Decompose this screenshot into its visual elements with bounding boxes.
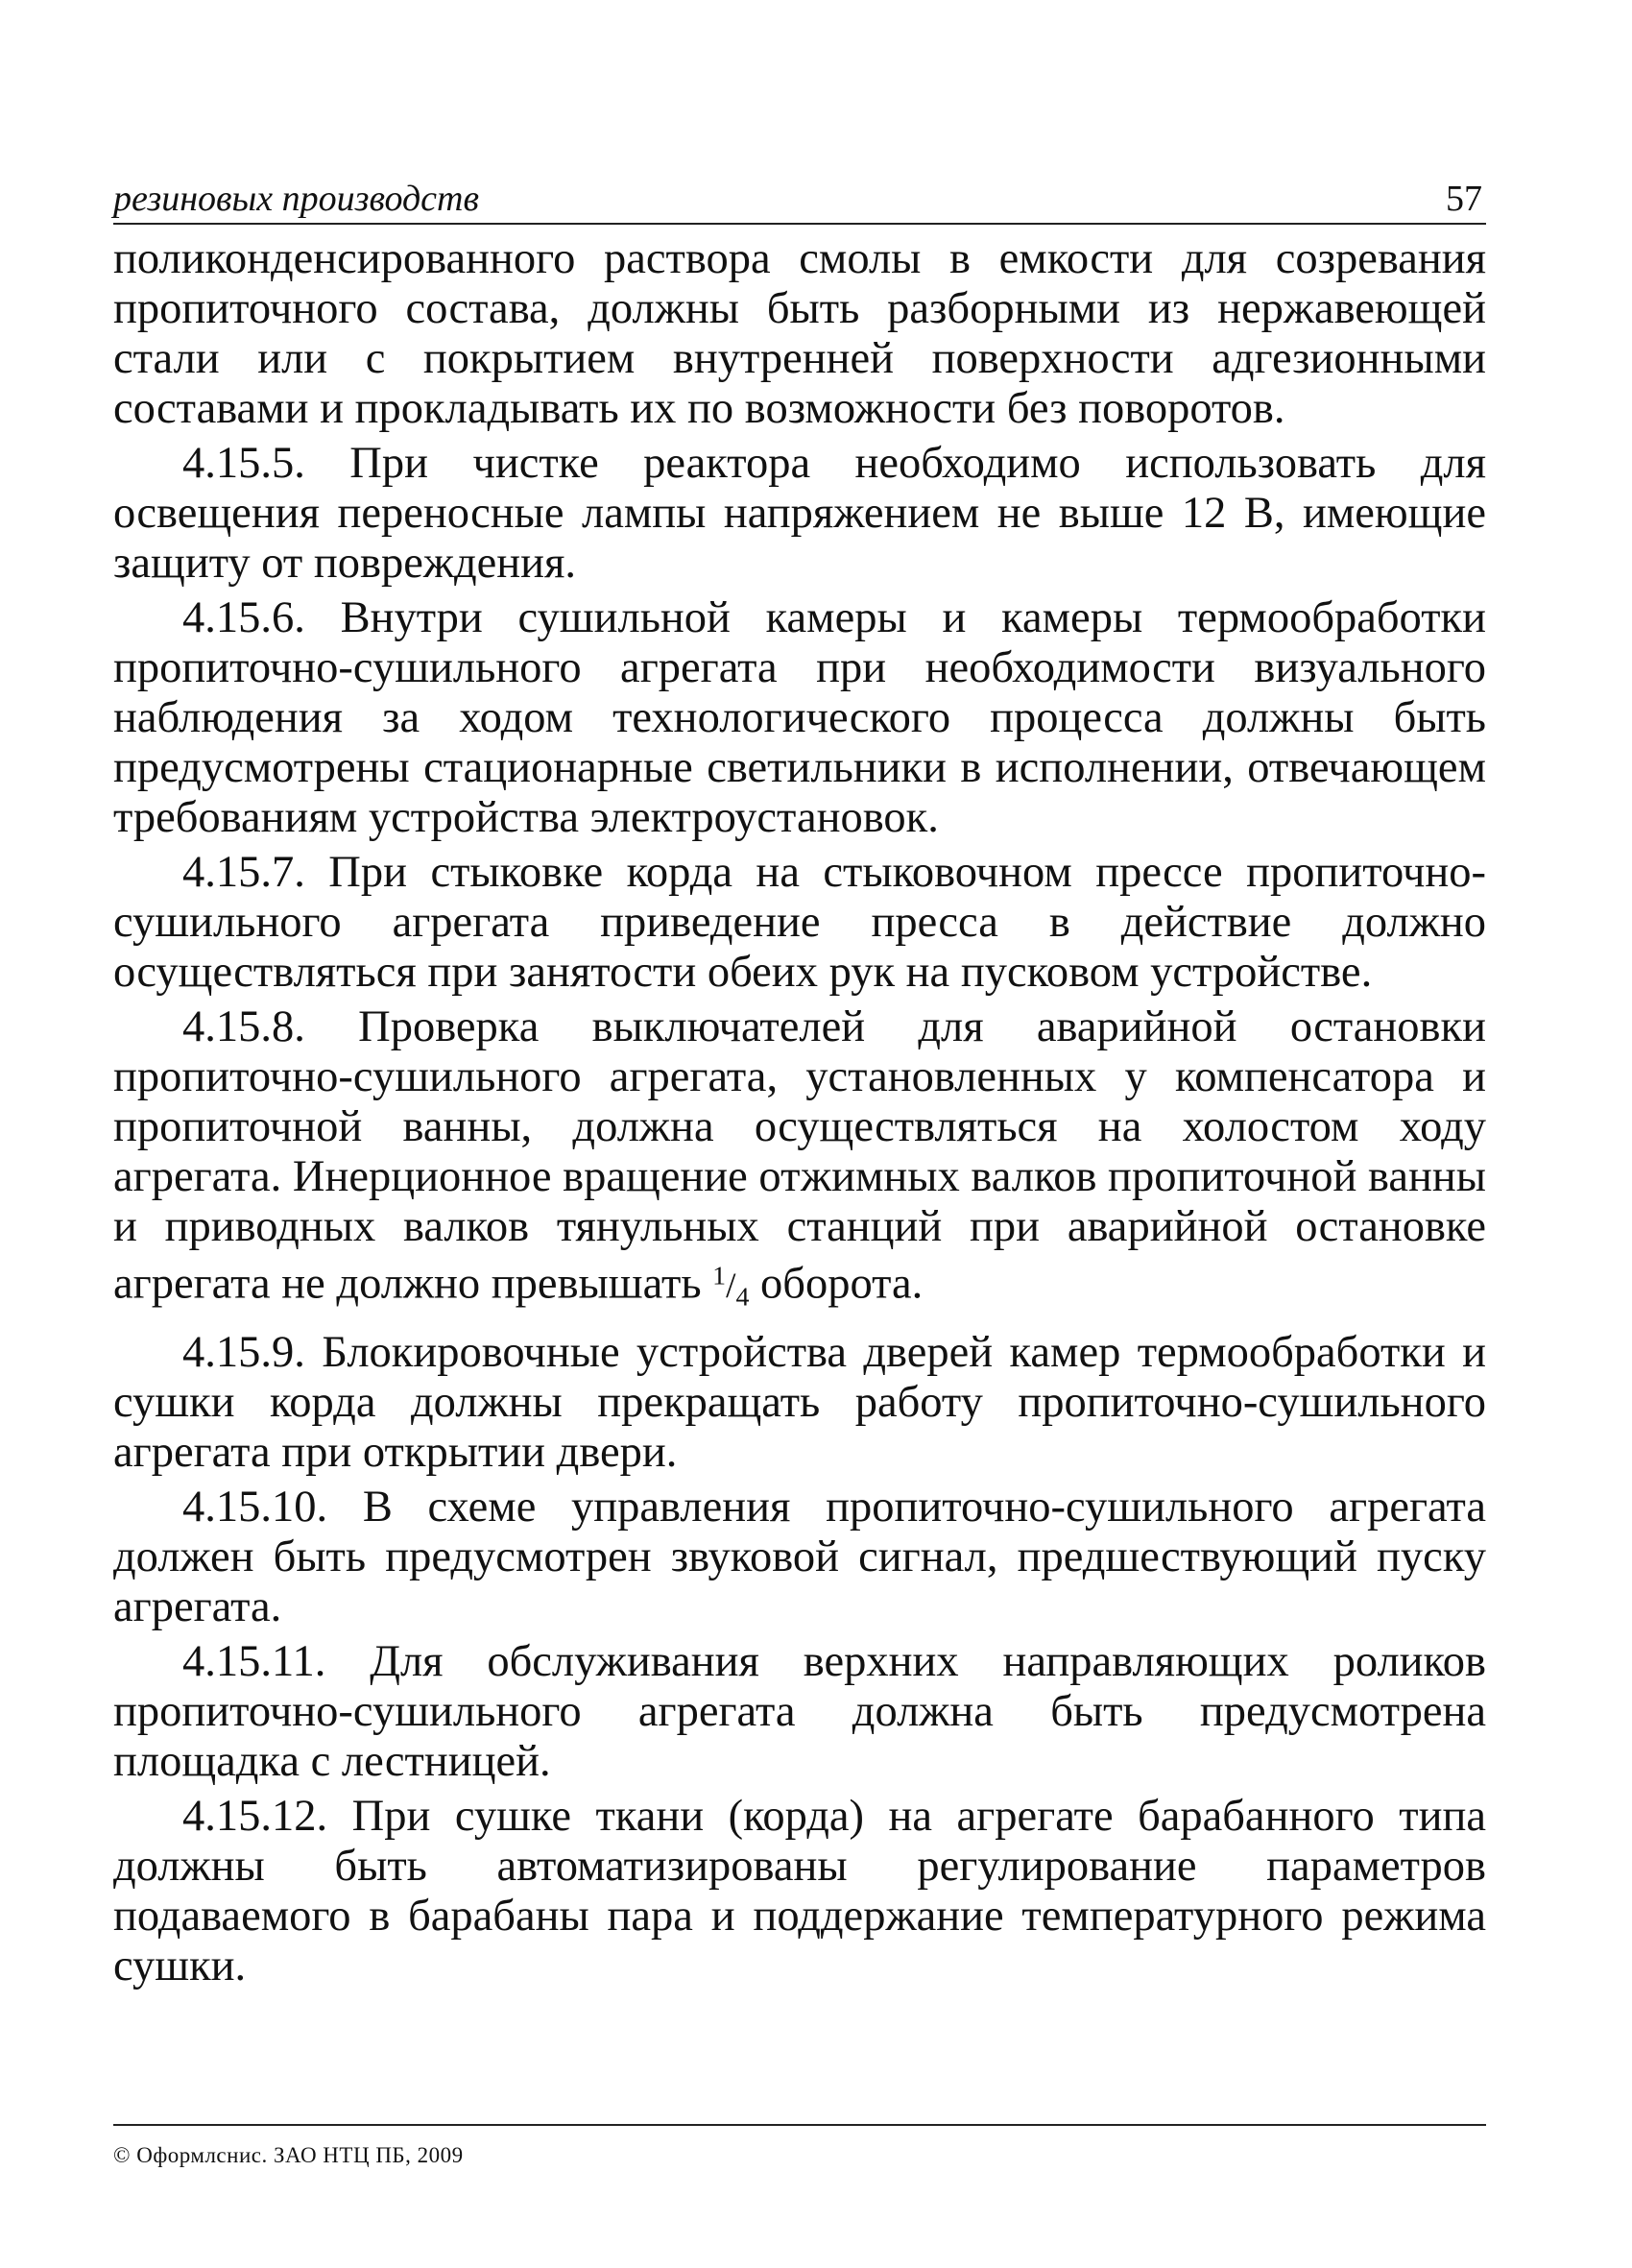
running-title: резиновых производств	[113, 179, 479, 219]
document-page	[113, 163, 1486, 1991]
paragraph-4-15-8	[113, 1002, 1486, 1323]
paragraph-4-15-8-text: 4.15.8. Проверка выключателей для аварийной остановки пропиточно-сушильного агрегата, установленных у компенсатора и пропиточной ванны, должна осуществляться на холостом ходу агрегата. Инерционное вращение отжимных валков пропиточной ванны и приводных валков тянульных станций при аварийной остановке агрегата не должно превышать	[113, 1002, 1486, 1309]
body-text	[113, 234, 1486, 1991]
copyright-notice: © Оформлснис. ЗАО НТЦ ПБ, 2009	[113, 2143, 464, 2167]
paragraph-4-15-9: 4.15.9. Блокировочные устройства дверей камер термообработки и сушки корда должны прекращать работу пропиточно-сушильного агрегата при открытии двери.	[113, 1327, 1486, 1477]
paragraph-4-15-12: 4.15.12. При сушке ткани (корда) на агрегате барабанного типа должны быть автоматизированы регулирование параметров подаваемого в барабаны пара и поддержание температурного режима сушки.	[113, 1791, 1486, 1991]
paragraph-4-15-5: 4.15.5. При чистке реактора необходимо использовать для освещения переносные лампы напряжением не выше 12 В, имеющие защиту от повреждения.	[113, 439, 1486, 588]
fraction-numerator: 1	[712, 1262, 727, 1291]
fraction-one-quarter: $^1/_4$	[712, 1262, 750, 1313]
footer	[113, 2124, 1486, 2168]
running-head	[113, 163, 1486, 225]
paragraph-4-15-11: 4.15.11. Для обслуживания верхних направляющих роликов пропиточно-сушильного агрегата должна быть предусмотрена площадка с лестницей.	[113, 1636, 1486, 1786]
paragraph-continuation: поликонденсированного раствора смолы в емкости для созревания пропиточного состава, должны быть разборными из нержавеющей стали или с покрытием внутренней поверхности адгезионными составами и прокладывать их по возможности без поворотов.	[113, 234, 1486, 433]
paragraph-4-15-10: 4.15.10. В схеме управления пропиточно-сушильного агрегата должен быть предусмотрен звуковой сигнал, предшествующий пуску агрегата.	[113, 1482, 1486, 1631]
fraction-denominator: 4	[735, 1282, 750, 1313]
paragraph-4-15-6: 4.15.6. Внутри сушильной камеры и камеры термообработки пропиточно-сушильного агрегата при необходимости визуального наблюдения за ходом технологического процесса должны быть предусмотрены стационарные светильники в исполнении, отвечающем требованиям устройства электроустановок.	[113, 593, 1486, 842]
page-number: 57	[1446, 179, 1482, 219]
paragraph-4-15-7: 4.15.7. При стыковке корда на стыковочном прессе пропиточно-сушильного агрегата приведение пресса в действие должно осуществляться при занятости обеих рук на пусковом устройстве.	[113, 848, 1486, 997]
paragraph-4-15-8-ending: оборота.	[749, 1259, 924, 1309]
